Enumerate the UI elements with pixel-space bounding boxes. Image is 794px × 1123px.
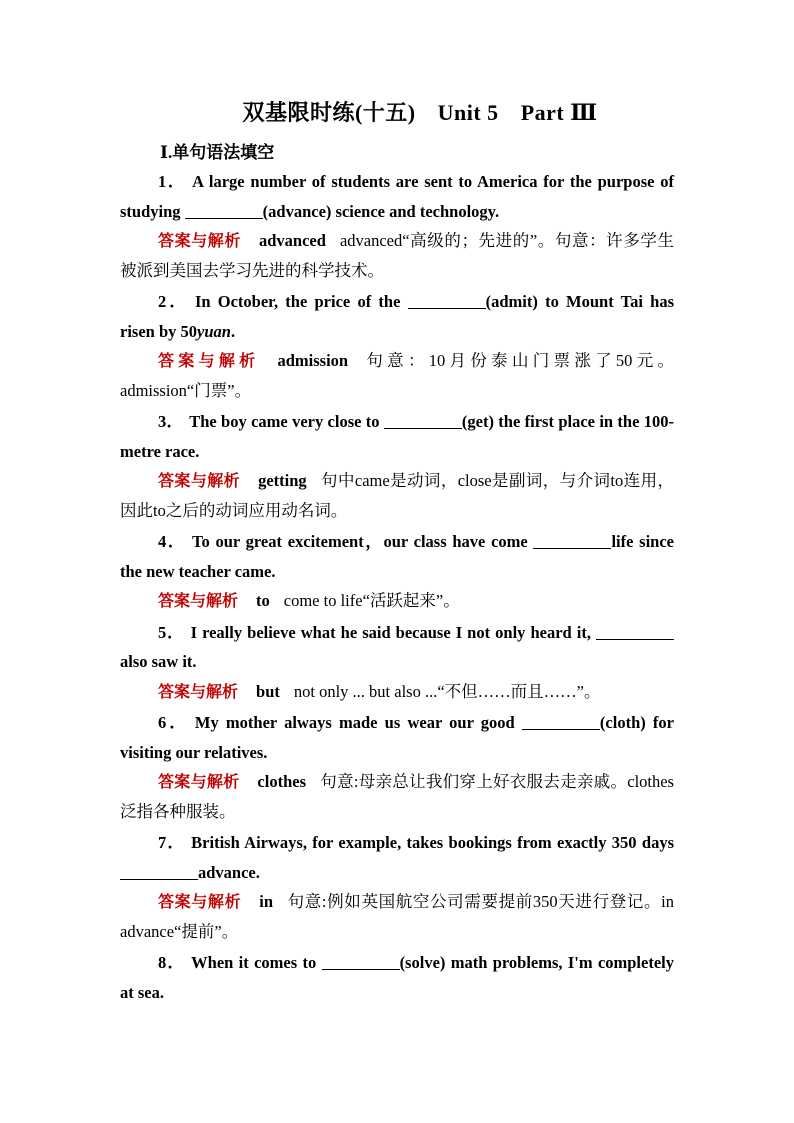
question-4 (120, 527, 674, 586)
answer-5 (120, 677, 674, 707)
title-main: 双基限时练(十五) (242, 100, 416, 125)
question-text: (get) the first place in the 100-metre race. (120, 412, 675, 461)
question-7 (120, 828, 674, 887)
question-number: 7． (158, 833, 186, 852)
answer-blank (522, 712, 600, 730)
question-text: advance. (198, 862, 260, 882)
answer-explanation: 句意：10月份泰山门票涨了50元。admission“门票”。 (120, 351, 675, 400)
answer-blank (185, 201, 263, 219)
question-5 (120, 618, 674, 677)
answer-key: to (256, 591, 270, 610)
answer-blank (408, 291, 486, 309)
question-text: (admit) to Mount Tai has risen by 50 (120, 292, 675, 341)
answer-explanation: advanced“高级的；先进的”。句意：许多学生被派到美国去学习先进的科学技术。 (120, 231, 674, 280)
answer-2 (120, 346, 674, 405)
answer-explanation: 句中came是动词，close是副词，与介词to连用，因此to之后的动词应用动名词。 (120, 471, 674, 520)
question-2 (120, 287, 674, 346)
question-text: life since the new teacher came. (120, 532, 674, 581)
answer-key: in (259, 892, 273, 911)
answer-key: but (256, 681, 280, 701)
answer-label: 答案与解析 (158, 231, 241, 250)
question-text: . (230, 321, 236, 341)
question-number: 3． (158, 412, 184, 431)
answer-explanation: not only ... but also ...“不但……而且……”。 (293, 681, 601, 701)
answer-blank (533, 531, 611, 549)
question-text: When it comes to (191, 953, 322, 972)
question-6 (120, 708, 674, 767)
answer-blank (120, 862, 198, 880)
question-text: In October, the price of the (194, 292, 408, 311)
question-3 (120, 407, 674, 466)
answer-4 (120, 586, 674, 616)
question-number: 2． (158, 292, 189, 311)
title-unit: Unit 5 (437, 100, 499, 125)
question-8 (120, 948, 674, 1007)
answer-explanation: come to life“活跃起来”。 (283, 591, 460, 610)
exercise-list (120, 167, 674, 1007)
page-title (0, 96, 794, 127)
question-number: 1． (158, 172, 187, 191)
question-text: also saw it. (120, 652, 197, 671)
answer-key: clothes (257, 772, 306, 791)
question-text: (cloth) for visiting our relatives. (120, 713, 674, 762)
question-text: The boy came very close to (189, 412, 384, 431)
answer-6 (120, 767, 674, 826)
question-number: 4． (158, 532, 186, 551)
answer-explanation: 句意:母亲总让我们穿上好衣服去走亲戚。clothes泛指各种服装。 (120, 772, 674, 821)
title-part: Part Ⅲ (520, 100, 598, 125)
answer-label: 答案与解析 (158, 681, 239, 701)
answer-blank (384, 411, 462, 429)
answer-label: 答案与解析 (158, 471, 241, 490)
question-text-italic: yuan (197, 321, 231, 341)
answer-3 (120, 466, 674, 525)
answer-label: 答案与解析 (158, 591, 239, 610)
answer-explanation: 句意:例如英国航空公司需要提前350天进行登记。in advance“提前”。 (120, 892, 674, 941)
answer-7 (120, 887, 674, 946)
question-1 (120, 167, 674, 226)
section-heading: Ⅰ.单句语法填空 (160, 143, 275, 162)
question-text: (advance) science and technology. (262, 201, 500, 221)
question-text: (solve) math problems, I'm completely at sea. (120, 953, 674, 1002)
question-text: To our great excitement，our class have come (191, 532, 534, 551)
answer-key: admission (277, 351, 349, 370)
question-number: 5． (158, 622, 185, 642)
question-text: My mother always made us wear our good (194, 713, 522, 732)
answer-key: advanced (259, 231, 326, 250)
answer-blank (322, 952, 400, 970)
answer-key: getting (258, 471, 307, 490)
question-text: British Airways, for example, takes bookings from exactly 350 days (191, 833, 674, 852)
question-number: 6． (158, 713, 189, 732)
answer-blank (596, 622, 674, 640)
question-number: 8． (158, 953, 186, 972)
question-text: I really believe what he said because I not only heard it, (190, 622, 597, 642)
answer-label: 答案与解析 (158, 351, 260, 370)
question-text: A large number of students are sent to America for the purpose of studying (120, 172, 674, 221)
answer-1 (120, 226, 674, 285)
answer-label: 答案与解析 (158, 772, 240, 791)
answer-label: 答案与解析 (158, 892, 242, 911)
